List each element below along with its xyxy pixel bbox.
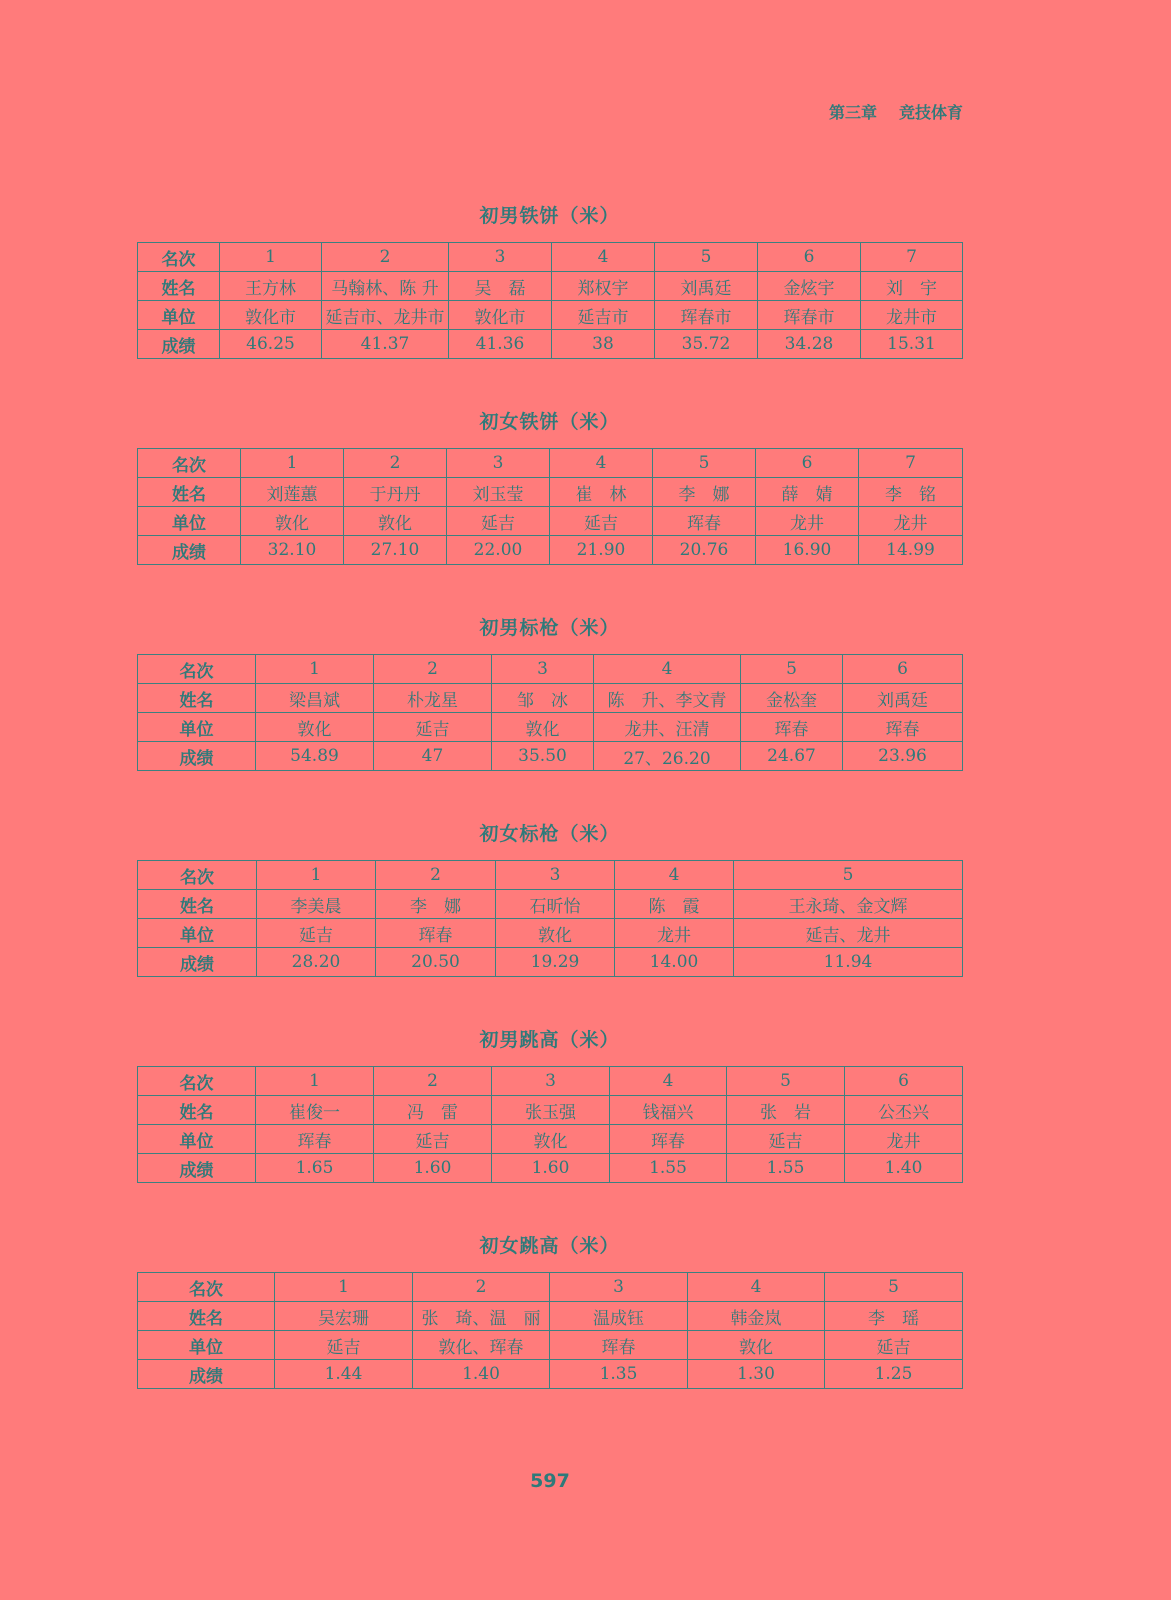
- rank-cell: 5: [653, 449, 756, 478]
- score-cell: 14.99: [859, 536, 963, 565]
- score-cell: 1.55: [727, 1154, 845, 1183]
- rank-cell: 4: [615, 861, 734, 890]
- unit-cell: 珲春市: [758, 301, 861, 330]
- name-cell: 金松奎: [741, 684, 843, 713]
- score-cell: 46.25: [220, 330, 322, 359]
- rank-cell: 6: [845, 1067, 963, 1096]
- row-score: [138, 948, 963, 977]
- unit-cell: 龙井市: [861, 301, 963, 330]
- rank-cell: 5: [734, 861, 963, 890]
- rank-cell: 3: [449, 243, 552, 272]
- row-name: [138, 272, 963, 301]
- unit-cell: 珲春市: [655, 301, 758, 330]
- row-score: [138, 536, 963, 565]
- unit-cell: 敦化: [344, 507, 447, 536]
- section-title: 初女铁饼（米）: [479, 411, 620, 433]
- label-name: 姓名: [138, 1302, 275, 1331]
- score-cell: 14.00: [615, 948, 734, 977]
- row-unit: [138, 1125, 963, 1154]
- score-cell: 1.60: [374, 1154, 492, 1183]
- row-rank: [138, 449, 963, 478]
- section-title: 初男标枪（米）: [479, 617, 620, 639]
- rank-cell: 6: [758, 243, 861, 272]
- label-name: 姓名: [138, 684, 256, 713]
- score-cell: 21.90: [550, 536, 653, 565]
- row-unit: [138, 1331, 963, 1360]
- rank-cell: 7: [861, 243, 963, 272]
- rank-cell: 1: [275, 1273, 413, 1302]
- results-table: [137, 654, 963, 771]
- name-cell: 温成钰: [550, 1302, 688, 1331]
- row-name: [138, 1096, 963, 1125]
- score-cell: 1.40: [413, 1360, 550, 1389]
- score-cell: 1.44: [275, 1360, 413, 1389]
- rank-cell: 4: [610, 1067, 727, 1096]
- rank-cell: 4: [688, 1273, 825, 1302]
- unit-cell: 延吉、龙井: [734, 919, 963, 948]
- unit-cell: 敦化: [492, 1125, 610, 1154]
- name-cell: 王方林: [220, 272, 322, 301]
- rank-cell: 2: [374, 655, 492, 684]
- rank-cell: 5: [741, 655, 843, 684]
- row-score: [138, 1154, 963, 1183]
- score-cell: 1.35: [550, 1360, 688, 1389]
- name-cell: 张 琦、温 丽: [413, 1302, 550, 1331]
- row-unit: [138, 507, 963, 536]
- score-cell: 47: [374, 742, 492, 771]
- name-cell: 钱福兴: [610, 1096, 727, 1125]
- section-boys-discus: [137, 202, 962, 359]
- score-cell: 20.50: [376, 948, 496, 977]
- label-rank: 名次: [138, 1067, 256, 1096]
- name-cell: 梁昌斌: [256, 684, 374, 713]
- name-cell: 刘禹廷: [655, 272, 758, 301]
- score-cell: 32.10: [241, 536, 344, 565]
- name-cell: 李 铭: [859, 478, 963, 507]
- row-rank: [138, 861, 963, 890]
- name-cell: 陈 霞: [615, 890, 734, 919]
- rank-cell: 1: [257, 861, 376, 890]
- row-score: [138, 330, 963, 359]
- rank-cell: 6: [843, 655, 963, 684]
- row-name: [138, 1302, 963, 1331]
- score-cell: 1.65: [256, 1154, 374, 1183]
- unit-cell: 龙井、汪清: [594, 713, 741, 742]
- score-cell: 27、26.20: [594, 742, 741, 771]
- rank-cell: 1: [256, 1067, 374, 1096]
- label-name: 姓名: [138, 272, 220, 301]
- unit-cell: 珲春: [843, 713, 963, 742]
- row-rank: [138, 1067, 963, 1096]
- unit-cell: 延吉市: [552, 301, 655, 330]
- score-cell: 11.94: [734, 948, 963, 977]
- label-rank: 名次: [138, 1273, 275, 1302]
- name-cell: 马翰林、陈 升: [322, 272, 449, 301]
- rank-cell: 5: [727, 1067, 845, 1096]
- label-score: 成绩: [138, 536, 241, 565]
- page-number: 597: [530, 1470, 570, 1492]
- name-cell: 薛 婧: [756, 478, 859, 507]
- name-cell: 李美晨: [257, 890, 376, 919]
- name-cell: 公丕兴: [845, 1096, 963, 1125]
- name-cell: 陈 升、李文青: [594, 684, 741, 713]
- label-name: 姓名: [138, 478, 241, 507]
- label-unit: 单位: [138, 919, 257, 948]
- rank-cell: 3: [492, 1067, 610, 1096]
- label-unit: 单位: [138, 507, 241, 536]
- score-cell: 23.96: [843, 742, 963, 771]
- name-cell: 王永琦、金文辉: [734, 890, 963, 919]
- unit-cell: 延吉: [257, 919, 376, 948]
- unit-cell: 延吉: [374, 1125, 492, 1154]
- section-girls-javelin: [137, 820, 962, 977]
- running-header: [829, 100, 963, 123]
- score-cell: 1.30: [688, 1360, 825, 1389]
- section-title: 初女跳高（米）: [479, 1235, 620, 1257]
- results-table: [137, 860, 963, 977]
- score-cell: 41.36: [449, 330, 552, 359]
- rank-cell: 3: [492, 655, 594, 684]
- name-cell: 刘 宇: [861, 272, 963, 301]
- rank-cell: 2: [322, 243, 449, 272]
- unit-cell: 延吉: [447, 507, 550, 536]
- chapter-title: 竞技体育: [898, 103, 963, 122]
- results-table: [137, 448, 963, 565]
- unit-cell: 珲春: [256, 1125, 374, 1154]
- label-name: 姓名: [138, 890, 257, 919]
- section-title: 初男跳高（米）: [479, 1029, 620, 1051]
- score-cell: 1.40: [845, 1154, 963, 1183]
- name-cell: 于丹丹: [344, 478, 447, 507]
- unit-cell: 敦化: [496, 919, 615, 948]
- label-score: 成绩: [138, 742, 256, 771]
- rank-cell: 1: [241, 449, 344, 478]
- name-cell: 刘莲蕙: [241, 478, 344, 507]
- rank-cell: 3: [550, 1273, 688, 1302]
- score-cell: 22.00: [447, 536, 550, 565]
- score-cell: 27.10: [344, 536, 447, 565]
- rank-cell: 4: [550, 449, 653, 478]
- row-unit: [138, 301, 963, 330]
- name-cell: 李 娜: [653, 478, 756, 507]
- label-score: 成绩: [138, 1154, 256, 1183]
- name-cell: 金炫宇: [758, 272, 861, 301]
- score-cell: 41.37: [322, 330, 449, 359]
- score-cell: 16.90: [756, 536, 859, 565]
- name-cell: 邹 冰: [492, 684, 594, 713]
- rank-cell: 5: [825, 1273, 963, 1302]
- rank-cell: 7: [859, 449, 963, 478]
- score-cell: 1.55: [610, 1154, 727, 1183]
- name-cell: 李 瑶: [825, 1302, 963, 1331]
- label-unit: 单位: [138, 1331, 275, 1360]
- row-name: [138, 684, 963, 713]
- unit-cell: 延吉: [550, 507, 653, 536]
- score-cell: 54.89: [256, 742, 374, 771]
- rank-cell: 3: [447, 449, 550, 478]
- unit-cell: 敦化市: [449, 301, 552, 330]
- label-rank: 名次: [138, 449, 241, 478]
- rank-cell: 5: [655, 243, 758, 272]
- unit-cell: 延吉: [727, 1125, 845, 1154]
- rank-cell: 4: [552, 243, 655, 272]
- section-boys-high-jump: [137, 1026, 962, 1183]
- name-cell: 吴 磊: [449, 272, 552, 301]
- unit-cell: 敦化: [241, 507, 344, 536]
- unit-cell: 敦化: [688, 1331, 825, 1360]
- name-cell: 张玉强: [492, 1096, 610, 1125]
- unit-cell: 龙井: [845, 1125, 963, 1154]
- rank-cell: 2: [376, 861, 496, 890]
- score-cell: 1.25: [825, 1360, 963, 1389]
- name-cell: 吴宏珊: [275, 1302, 413, 1331]
- unit-cell: 延吉: [374, 713, 492, 742]
- label-unit: 单位: [138, 1125, 256, 1154]
- label-rank: 名次: [138, 861, 257, 890]
- row-name: [138, 890, 963, 919]
- label-score: 成绩: [138, 948, 257, 977]
- unit-cell: 敦化市: [220, 301, 322, 330]
- rank-cell: 2: [413, 1273, 550, 1302]
- name-cell: 冯 雷: [374, 1096, 492, 1125]
- section-girls-high-jump: [137, 1232, 962, 1389]
- name-cell: 石昕怡: [496, 890, 615, 919]
- score-cell: 38: [552, 330, 655, 359]
- label-score: 成绩: [138, 330, 220, 359]
- unit-cell: 敦化: [256, 713, 374, 742]
- row-rank: [138, 1273, 963, 1302]
- unit-cell: 敦化、珲春: [413, 1331, 550, 1360]
- section-boys-javelin: [137, 614, 962, 771]
- name-cell: 崔俊一: [256, 1096, 374, 1125]
- score-cell: 1.60: [492, 1154, 610, 1183]
- unit-cell: 延吉市、龙井市: [322, 301, 449, 330]
- unit-cell: 珲春: [376, 919, 496, 948]
- unit-cell: 龙井: [859, 507, 963, 536]
- label-unit: 单位: [138, 301, 220, 330]
- results-table: [137, 1272, 963, 1389]
- label-unit: 单位: [138, 713, 256, 742]
- score-cell: 24.67: [741, 742, 843, 771]
- name-cell: 刘禹廷: [843, 684, 963, 713]
- unit-cell: 珲春: [610, 1125, 727, 1154]
- label-score: 成绩: [138, 1360, 275, 1389]
- name-cell: 朴龙星: [374, 684, 492, 713]
- unit-cell: 延吉: [275, 1331, 413, 1360]
- score-cell: 20.76: [653, 536, 756, 565]
- score-cell: 15.31: [861, 330, 963, 359]
- rank-cell: 2: [374, 1067, 492, 1096]
- row-unit: [138, 713, 963, 742]
- rank-cell: 6: [756, 449, 859, 478]
- label-rank: 名次: [138, 655, 256, 684]
- unit-cell: 龙井: [756, 507, 859, 536]
- chapter-number: 第三章: [828, 103, 877, 122]
- unit-cell: 珲春: [653, 507, 756, 536]
- name-cell: 李 娜: [376, 890, 496, 919]
- name-cell: 崔 林: [550, 478, 653, 507]
- label-rank: 名次: [138, 243, 220, 272]
- row-rank: [138, 655, 963, 684]
- section-title: 初男铁饼（米）: [479, 205, 620, 227]
- section-title: 初女标枪（米）: [479, 823, 620, 845]
- name-cell: 郑权宇: [552, 272, 655, 301]
- name-cell: 张 岩: [727, 1096, 845, 1125]
- rank-cell: 2: [344, 449, 447, 478]
- rank-cell: 1: [220, 243, 322, 272]
- score-cell: 34.28: [758, 330, 861, 359]
- results-table: [137, 1066, 963, 1183]
- unit-cell: 珲春: [741, 713, 843, 742]
- score-cell: 35.50: [492, 742, 594, 771]
- unit-cell: 珲春: [550, 1331, 688, 1360]
- label-name: 姓名: [138, 1096, 256, 1125]
- unit-cell: 龙井: [615, 919, 734, 948]
- row-score: [138, 1360, 963, 1389]
- rank-cell: 3: [496, 861, 615, 890]
- score-cell: 19.29: [496, 948, 615, 977]
- name-cell: 韩金岚: [688, 1302, 825, 1331]
- row-name: [138, 478, 963, 507]
- score-cell: 35.72: [655, 330, 758, 359]
- section-girls-discus: [137, 408, 962, 565]
- row-score: [138, 742, 963, 771]
- row-rank: [138, 243, 963, 272]
- score-cell: 28.20: [257, 948, 376, 977]
- rank-cell: 1: [256, 655, 374, 684]
- row-unit: [138, 919, 963, 948]
- rank-cell: 4: [594, 655, 741, 684]
- unit-cell: 敦化: [492, 713, 594, 742]
- name-cell: 刘玉莹: [447, 478, 550, 507]
- results-table: [137, 242, 963, 359]
- unit-cell: 延吉: [825, 1331, 963, 1360]
